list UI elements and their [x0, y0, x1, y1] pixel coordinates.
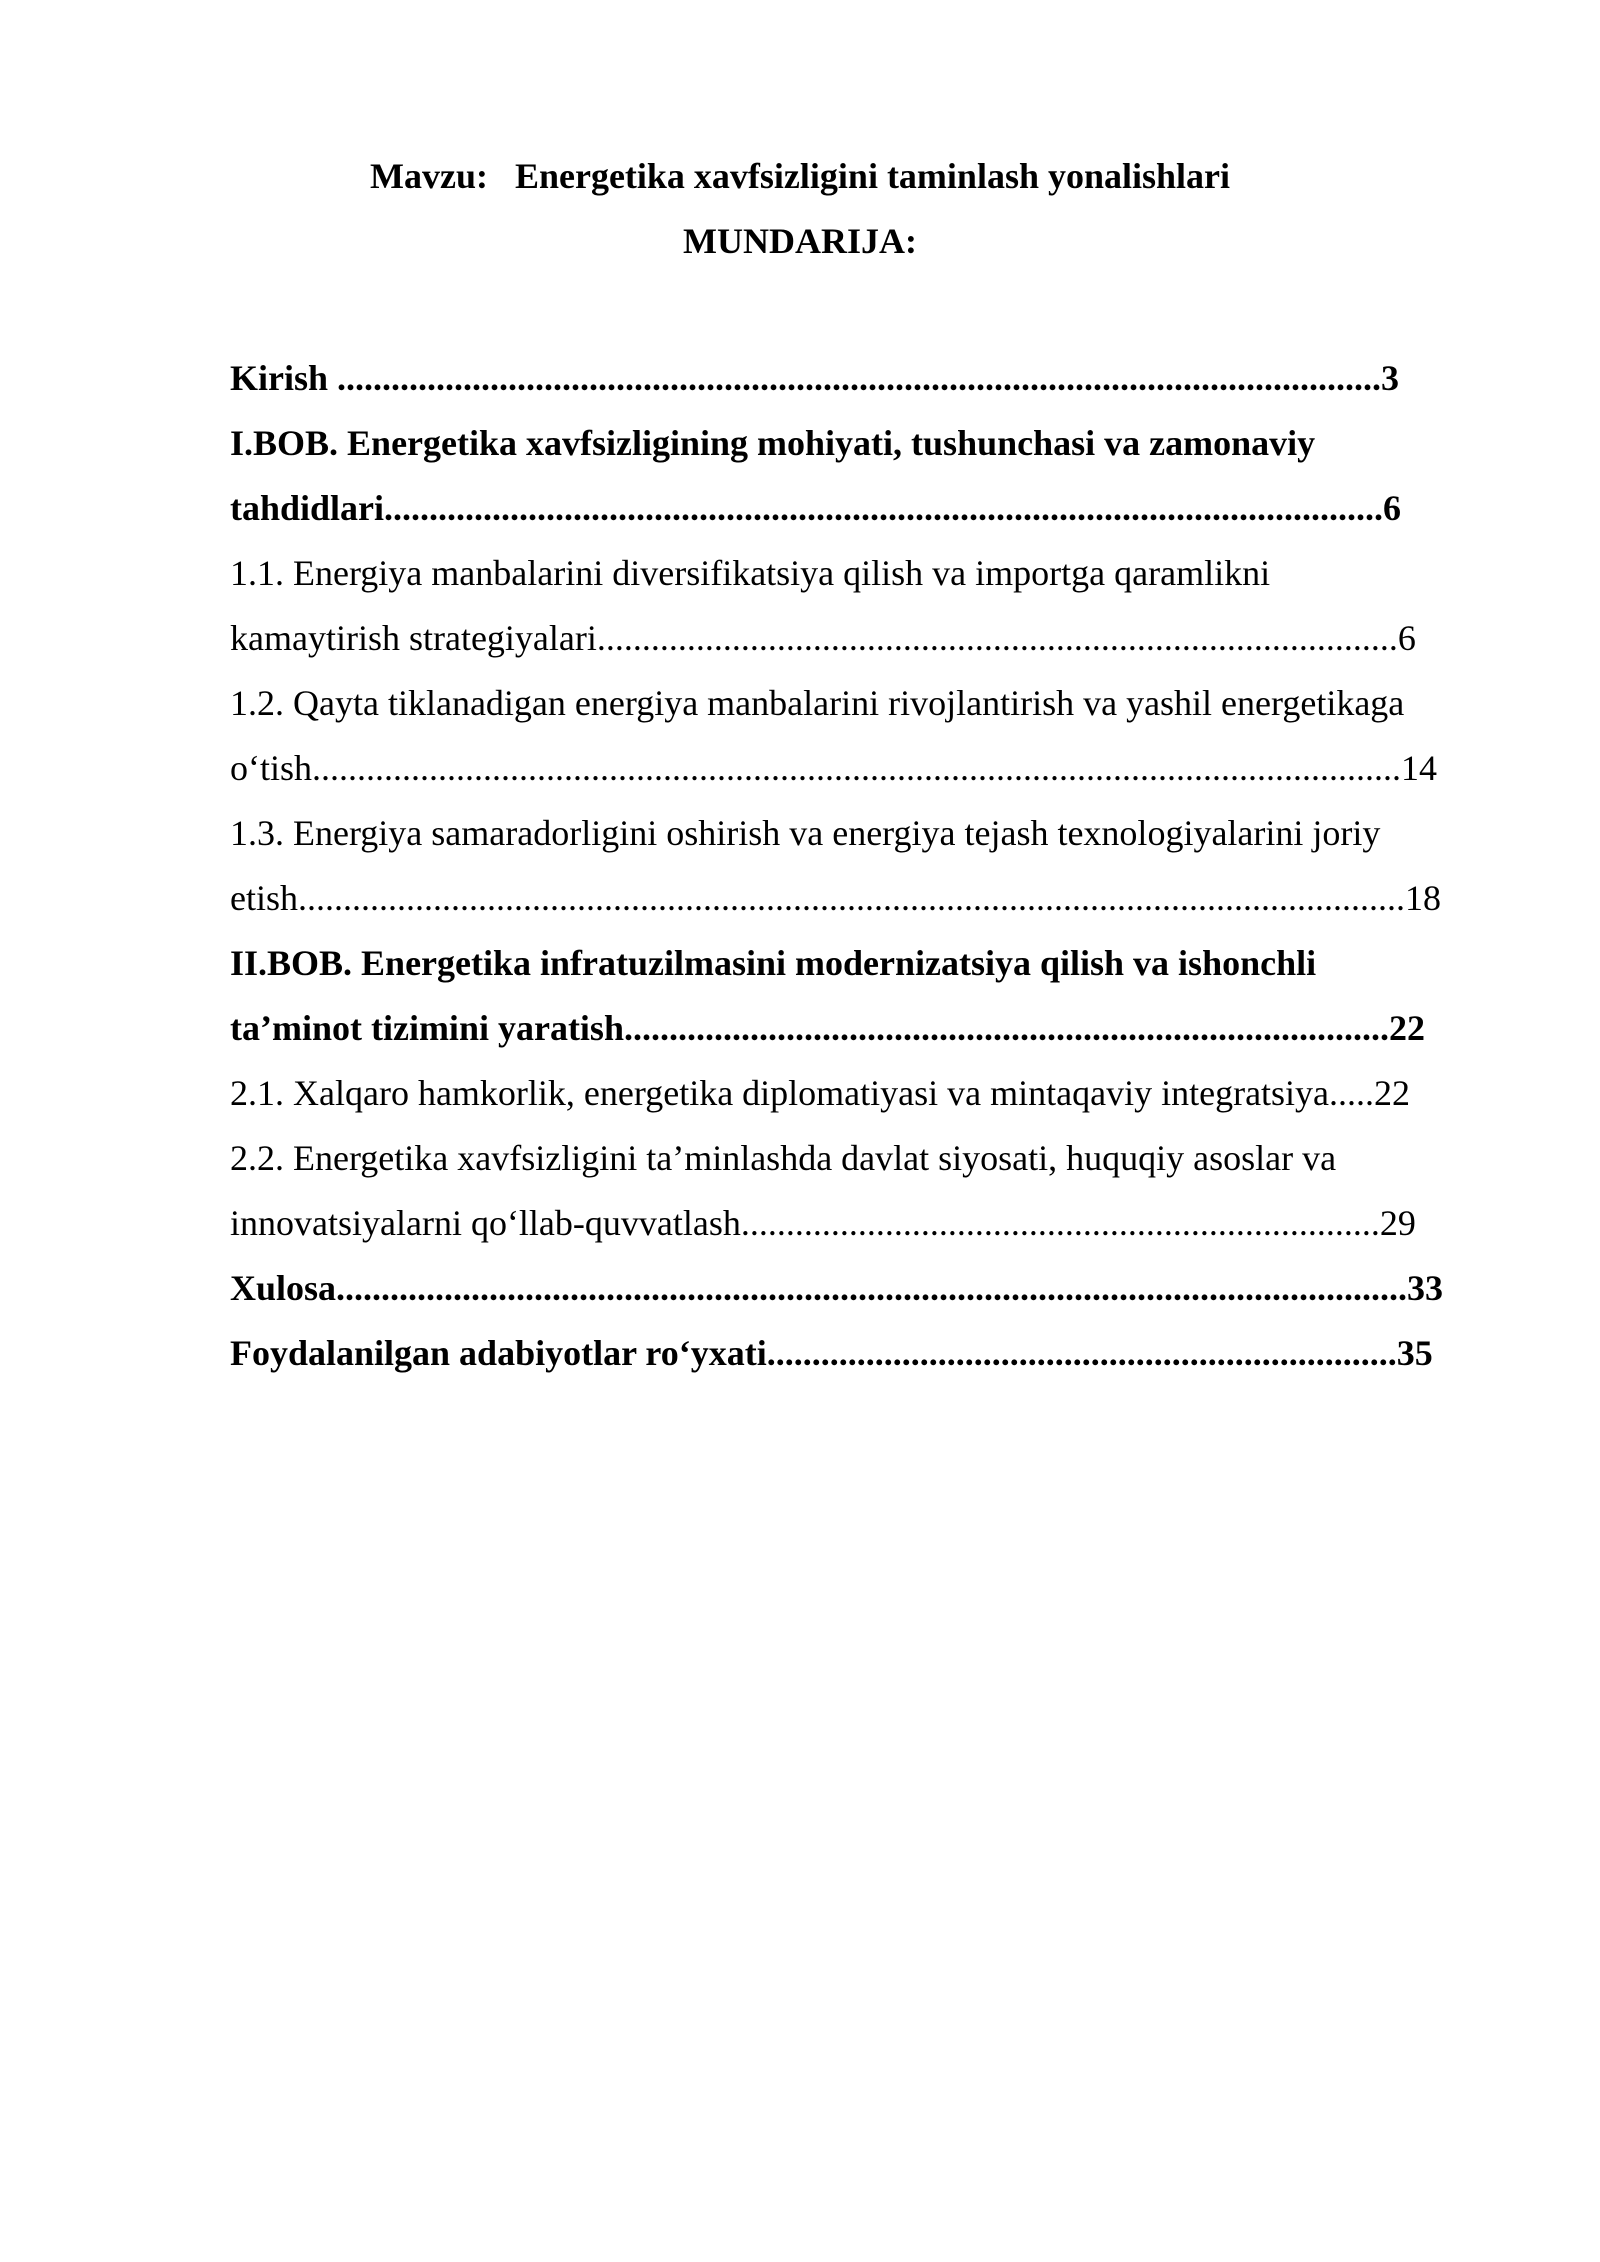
- toc-line-section-2-2-part-1: 2.2. Energetika xavfsizligini ta’minlashda davlat siyosati, huquqiy asoslar va: [230, 1138, 1337, 1178]
- toc-line-chapter-1-part-2: tahdidlari...............................................................................................................6: [230, 488, 1402, 528]
- toc-line-section-1-1-part-1: 1.1. Energiya manbalarini diversifikatsiya qilish va importga qaramlikni: [230, 553, 1271, 593]
- document-title: Mavzu: Energetika xavfsizligini taminlash yonalishlari: [369, 156, 1231, 196]
- toc-line-chapter-2-part-1: II.BOB. Energetika infratuzilmasini modernizatsiya qilish va ishonchli: [230, 943, 1317, 983]
- toc-heading: MUNDARIJA:: [683, 221, 917, 261]
- toc-line-section-1-1-part-2: kamaytirish strategiyalari.........................................................................................6: [230, 618, 1416, 658]
- toc-line-section-2-1: 2.1. Xalqaro hamkorlik, energetika diplomatiyasi va mintaqaviy integratsiya.....22: [230, 1073, 1411, 1113]
- toc-line-kirish: Kirish ....................................................................................................................3: [230, 358, 1400, 398]
- toc-line-section-1-2-part-1: 1.2. Qayta tiklanadigan energiya manbalarini rivojlantirish va yashil energetikaga: [230, 683, 1405, 723]
- toc-line-section-1-3-part-1: 1.3. Energiya samaradorligini oshirish va energiya tejash texnologiyalarini joriy: [230, 813, 1381, 853]
- toc-line-section-2-2-part-2: innovatsiyalarni qo‘llab-quvvatlash.......................................................................29: [230, 1203, 1416, 1243]
- toc-line-chapter-1-part-1: I.BOB. Energetika xavfsizligining mohiyati, tushunchasi va zamonaviy: [230, 423, 1316, 463]
- table-of-contents: [230, 346, 1484, 1386]
- toc-line-xulosa: Xulosa.......................................................................................................................33: [230, 1268, 1444, 1308]
- toc-line-section-1-3-part-2: etish...........................................................................................................................18: [230, 878, 1441, 918]
- toc-line-references: Foydalanilgan adabiyotlar ro‘yxati......................................................................35: [230, 1333, 1433, 1373]
- toc-line-chapter-2-part-2: ta’minot tizimini yaratish.....................................................................................22: [230, 1008, 1425, 1048]
- toc-line-section-1-2-part-2: o‘tish.........................................................................................................................14: [230, 748, 1438, 788]
